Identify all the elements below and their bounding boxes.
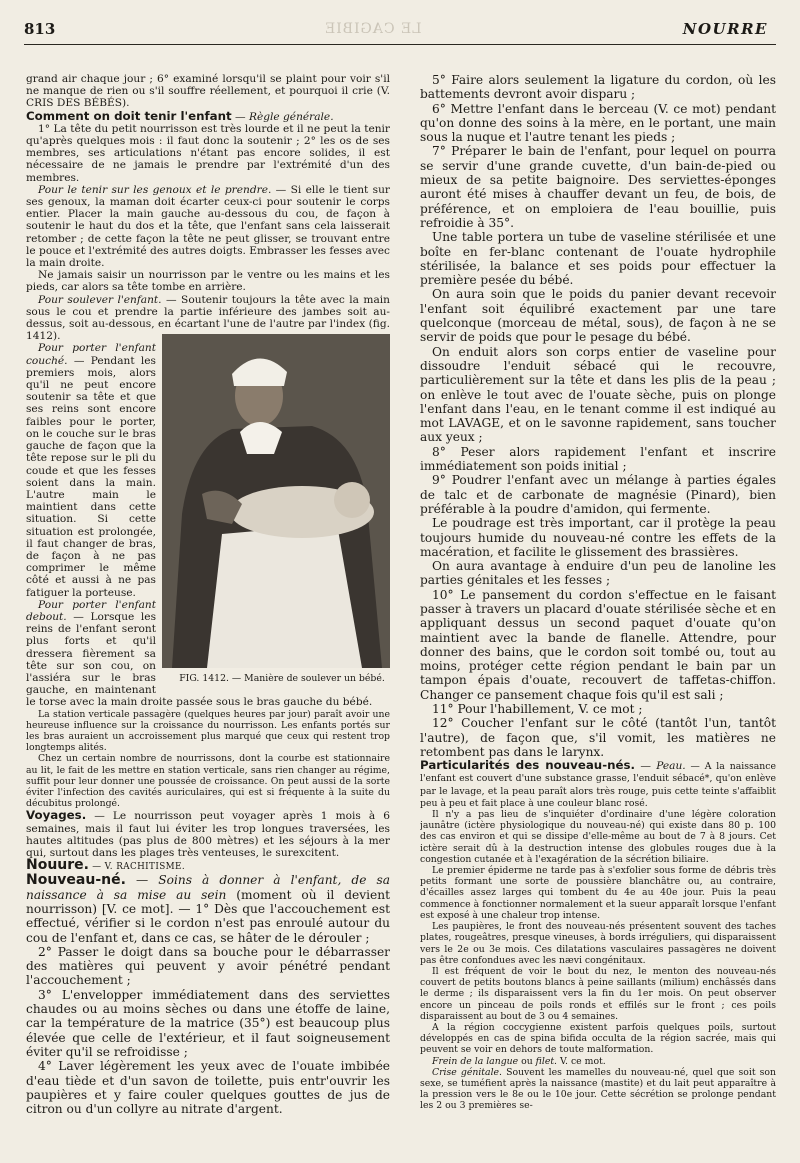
numbered-step: 3° L'envelopper immédiatement dans des serviettes chaudes ou au moins sèches ou dans une étoffe de laine, car la température de la matrice (35°) est beaucoup plus élevée que celle de l'extérieur, et il faut soigneusement éviter qu'il se refroidisse ; <box>26 987 390 1059</box>
cross-reference: — V. RACHITISME. <box>89 862 186 873</box>
paragraph-text: — Soutenir toujours la tête avec la main sous le cou et prendre la partie inférieure des jambes soit au-dessus, soit au-dessous, en écartant l'une de l'autre par l'index (fig. 1412). <box>26 293 390 343</box>
paragraph: Ne jamais saisir un nourrisson par le ventre ou les mains et les pieds, car alors sa tête tombe en arrière. <box>26 269 390 294</box>
page-number: 813 <box>24 20 56 38</box>
entry-nouure <box>26 859 390 873</box>
small-paragraph: Le premier épiderme ne tarde pas à s'exfolier sous forme de débris très petits formant une sorte de poussière blanchâtre ou, au contraire, d'écailles assez larges qui tombent du 4e au 40e jour. Puis la peau commence à fonctionner normalement et la sueur apparaît lorsque l'enfant est exposé à une chaleur trop intense. <box>420 865 776 921</box>
paragraph-lead: Crise génitale. <box>432 1066 503 1078</box>
paragraph-text: V. ce mot. <box>557 1055 606 1067</box>
paragraph-lead: filet. <box>535 1055 558 1067</box>
section-heading: Particularités des nouveau-nés. <box>420 758 636 773</box>
section-text: — Le nourrisson peut voyager après 1 mois à 6 semaines, mais il faut lui éviter les trop longues traversées, les hautes altitudes (pas plus de 800 mètres) et les séjours à la mer qui, surtout dans les plages très venteuses, le surexcitent. <box>26 810 390 859</box>
entry-headword: Nouure. <box>26 857 89 874</box>
page-header <box>24 18 776 45</box>
small-paragraph: Il n'y a pas lieu de s'inquiéter d'ordinaire d'une légère coloration jaunâtre (ictère physiologique du nouveau-né) qui existe dans 80 p. 100 des cas environ et qui se dissipe d'elle-même au bout de 7 à 8 jours. Cet ictère serait dû à la destruction intense des globules rouges due à la congestion cutanée et à l'exagération de la sécrétion biliaire. <box>420 809 776 865</box>
paragraph-lead: Pour porter l'enfant debout. <box>26 598 156 623</box>
section-subheading: — Règle générale. <box>231 110 334 123</box>
paragraph-lead: Pour porter l'enfant couché. <box>26 342 156 367</box>
small-paragraph: Chez un certain nombre de nourrissons, dont la courbe est stationnaire au lit, le fait de les mettre en station verticale, sans rien changer au régime, suffit pour leur donner une poussée de croissance. On peut aussi de la sorte éviter l'infection des cavités auriculaires, qui est si fréquente à la suite du décubitus prolongé. <box>26 753 390 810</box>
section-holding-child <box>26 110 390 123</box>
running-headword: NOURRE <box>682 20 768 38</box>
small-paragraph: A la région coccygienne existent parfois quelques poils, surtout développés en cas de spina bifida occulta de la région sacrée, mais qui peuvent se voir en dehors de toute malformation. <box>420 1021 776 1056</box>
paragraph-text: — Pendant les premiers mois, alors qu'il ne peut encore soutenir sa tête et que ses reins sont encore faibles pour le porter, on le couche sur le bras gauche de façon que la tête repose sur le pli du coude et que les fesses soient dans la main. L'autre main le maintient dans cette situation. Si cette situation est prolongée, il faut changer de bras, de façon à ne pas comprimer le même côté et aussi à ne pas fatiguer la porteuse. <box>26 354 156 599</box>
numbered-step: 4° Laver légèrement les yeux avec de l'ouate imbibée d'eau tiède et d'un savon de toilette, puis entr'ouvrir les paupières et y faire couler quelques gouttes de jus de citron ou d'un collyre au nitrate d'argent. <box>26 1059 390 1117</box>
entry-subtitle: — Soins à donner à l'enfant, de sa naissance à sa mise au sein <box>26 873 390 902</box>
small-paragraph: Il est fréquent de voir le bout du nez, le menton des nouveau-nés couvert de petits boutons blancs à peine saillants (milium) enchâssés dans le derme ; ils disparaissent vers la fin du 1er mois. On peut observer encore un pinceau de poils ronds et effilés sur le front ; ces poils disparaissent au bout de 3 ou 4 semaines. <box>420 965 776 1022</box>
paragraph: On enduit alors son corps entier de vaseline pour dissoudre l'enduit sébacé qui le recouvre, particulièrement sur la tête et dans les plis de la peau ; on enlève le tout avec de l'ouate sèche, puis on plonge l'enfant dans l'eau, en le tenant comme il est indiqué au mot LAVAGE, et on le savonne rapidement, sans toucher aux yeux ; <box>420 344 776 445</box>
entry-nouveau-ne <box>26 873 390 944</box>
section-heading: Comment on doit tenir l'enfant <box>26 108 232 123</box>
section-heading: Voyages. <box>26 808 87 823</box>
numbered-step: 9° Poudrer l'enfant avec un mélange à parties égales de talc et de carbonate de magnésie (Pinard), bien préférable à la poudre d'amidon, qui fermente. <box>420 473 776 516</box>
paragraph: On aura soin que le poids du panier devant recevoir l'enfant soit équilibré exactement par une tare quelconque (morceau de métal, sous), de façon à ne se servir de poids que pour le pesage du bébé. <box>420 287 776 345</box>
paragraph <box>26 184 390 269</box>
nurse-holding-baby-photo <box>162 334 390 668</box>
paragraph-text: — Si elle le tient sur ses genoux, la maman doit écarter ceux-ci pour soutenir le corps entier. Placer la main gauche au-dessous du cou, de façon à soutenir le haut du dos et la tête, que l'enfant sans cela laisserait retomber ; de cette façon la tête ne peut glisser, se trouvant entre le pouce et l'extrémité des autres doigts. Embrasser les fesses avec la main droite. <box>26 183 390 270</box>
paragraph: Le poudrage est très important, car il protège la peau toujours humide du nouveau-né contre les effets de la macération, et facilite le glissement des brassières. <box>420 516 776 559</box>
small-paragraph: Les paupières, le front des nouveau-nés présentent souvent des taches plates, rougeâtres, presque vineuses, à bords irréguliers, qui disparaissent vers le 2e ou 3e mois. Ces dilatations vasculaires passagères ne doivent pas être confondues avec les nævi congénitaux. <box>420 921 776 966</box>
entry-text: (moment où il devient nourrisson) [V. ce mot]. — 1° Dès que l'accouchement est effectué, vérifier si le cordon n'est pas enroulé autour du cou de l'enfant et, dans ce cas, se hâter de le dérouler ; <box>26 887 390 945</box>
paragraph-lead: Pour soulever l'enfant. <box>38 293 162 306</box>
numbered-step: 5° Faire alors seulement la ligature du cordon, où les battements devront avoir disparu ; <box>420 73 776 102</box>
intro-paragraph: grand air chaque jour ; 6° examiné lorsqu'il se plaint pour voir s'il ne manque de rien ou s'il souffre réellement, et pourquoi il crie (V. CRIS DES BÉBÉS). <box>26 73 390 110</box>
paragraph: On aura avantage à enduire d'un peu de lanoline les parties génitales et les fesses ; <box>420 559 776 588</box>
section-voyages <box>26 809 390 859</box>
section-text: — A la naissance l'enfant est couvert d'une substance grasse, l'enduit sébacé*, qu'on enlève par le lavage, et la peau paraît alors très rouge, puis cette teinte s'affaiblit peu à peu et fait place à une couleur blanc rosé. <box>420 761 776 809</box>
left-column <box>26 73 390 1153</box>
numbered-step: 10° Le pansement du cordon s'effectue en le faisant passer à travers un placard d'ouate stérilisée sèche et en appliquant dessus un second paquet d'ouate qu'on maintient avec la bande de flanelle. Attendre, pour donner des bains, que le cordon soit tombé ou, tout au moins, protéger cette région pendant le bain par un tampon épais d'ouate, recouvert de taffetas-chiffon. Changer ce pansement chaque fois qu'il est sali ; <box>420 587 776 702</box>
paragraph-text: Souvent les mamelles du nouveau-né, quel que soit son sexe, se tuméfient après la naissance (mastite) et du lait peut apparaître à la pression vers le 8e ou le 10e jour. Cette sécrétion se prolonge pendant les 2 ou 3 premières se- <box>420 1066 776 1112</box>
section-particularites <box>420 759 776 809</box>
paragraph-lead: Frein de la langue <box>432 1055 519 1067</box>
numbered-step: 11° Pour l'habillement, V. ce mot ; <box>432 702 643 717</box>
entry-headword: Nouveau-né. <box>26 872 126 889</box>
section-subheading: — Peau. <box>635 760 686 773</box>
numbered-step: 6° Mettre l'enfant dans le berceau (V. ce mot) pendant qu'on donne des soins à la mère, en le portant, une main sous la nuque et l'autre tenant les pieds ; <box>420 101 776 145</box>
numbered-step: 2° Passer le doigt dans sa bouche pour le débarrasser des matières qui peuvent y avoir pénétré pendant l'accouchement ; <box>26 944 390 988</box>
show-through-text: LE CAGIBIE <box>324 21 422 37</box>
numbered-step: 8° Peser alors rapidement l'enfant et inscrire immédiatement son poids initial ; <box>420 444 776 474</box>
small-paragraph: La station verticale passagère (quelques heures par jour) paraît avoir une heureuse influence sur la croissance du nourrisson. Les enfants portés sur les bras auraient un accroissement plus marqué que ceux qui restent trop longtemps alités. <box>26 708 390 754</box>
paragraph: 1° La tête du petit nourrisson est très lourde et il ne peut la tenir qu'après quelques mois : il faut donc la soutenir ; 2° les os de ses membres, ses articulations n'étant pas encore solides, il est nécessaire de ne jamais le prendre par l'extrémité d'un des membres. <box>26 122 390 184</box>
small-paragraph <box>420 1056 776 1067</box>
small-paragraph <box>420 1067 776 1112</box>
paragraph-text: — Lorsque les reins de l'enfant seront plus forts et qu'il dressera fièrement sa tête sur son cou, on l'assiéra sur le bras gauche, en maintenant le torse avec la main droite passée sous le bras gauche du bébé. <box>26 610 373 709</box>
numbered-step: 7° Préparer le bain de l'enfant, pour lequel on pourra se servir d'une grande cuvette, d'un bain-de-pied ou mieux de sa petite baignoire. Des serviettes-éponges auront été mises à chauffer devant un feu, de bois, de préférence, et on emploiera de l'eau bouillie, puis refroidie à 35°. <box>420 144 776 230</box>
numbered-step: 12° Coucher l'enfant sur le côté (tantôt l'un, tantôt l'autre), de façon que, s'il vomit, les matières ne retombent pas dans le larynx. <box>420 716 776 759</box>
paragraph: Une table portera un tube de vaseline stérilisée et une boîte en fer-blanc contenant de l'ouate hydrophile stérilisée, la balance et ses poids pour effectuer la première pesée du bébé. <box>420 230 776 288</box>
right-column <box>420 73 776 1153</box>
paragraph-text: ou <box>518 1055 536 1067</box>
paragraph-lead: Pour le tenir sur les genoux et le prendre. <box>38 183 272 196</box>
figure-1412 <box>162 334 390 684</box>
figure-caption: FIG. 1412. — Manière de soulever un bébé. <box>179 673 385 685</box>
